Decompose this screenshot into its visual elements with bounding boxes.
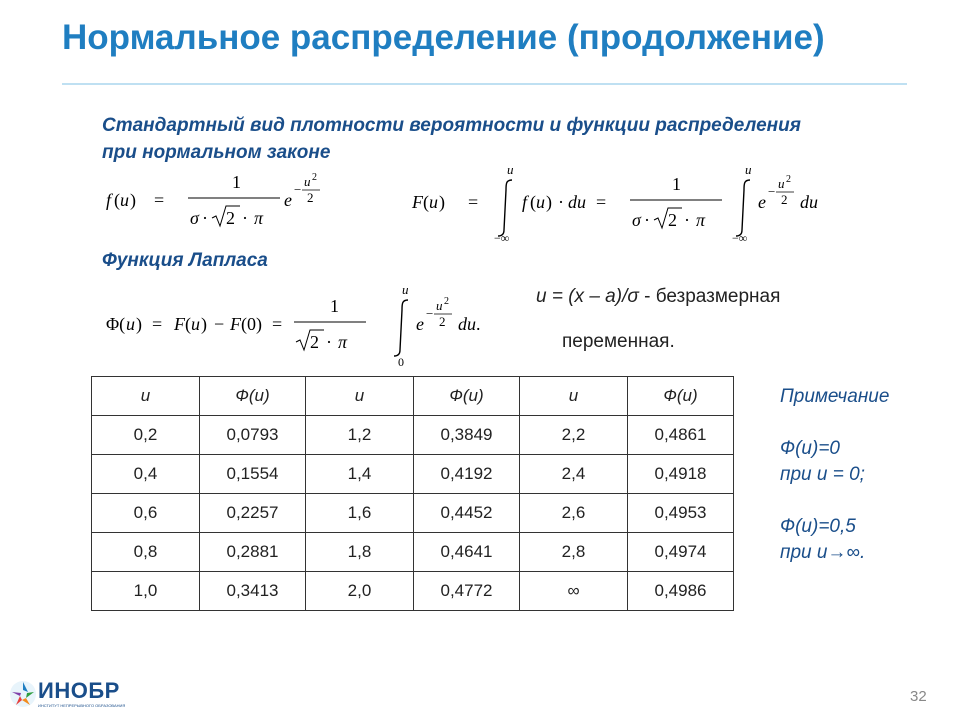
table-cell: 0,4641 <box>414 533 520 572</box>
table-header: Ф(u) <box>200 377 306 416</box>
svg-text:u: u <box>120 190 129 210</box>
svg-text:π: π <box>254 208 264 228</box>
svg-text:u: u <box>126 314 135 334</box>
svg-text:−: − <box>294 182 302 197</box>
svg-text:): ) <box>201 314 207 334</box>
svg-text:f: f <box>522 192 528 212</box>
variable-explanation-rest: - безразмерная <box>638 286 781 307</box>
table-cell: 0,1554 <box>200 455 306 494</box>
table-cell: 2,0 <box>306 572 414 611</box>
svg-text:du: du <box>458 314 476 334</box>
svg-text:): ) <box>136 314 142 334</box>
table-header-row <box>92 377 734 416</box>
logo-subtitle: ИНСТИТУТ НЕПРЕРЫВНОГО ОБРАЗОВАНИЯ <box>38 703 126 708</box>
svg-text:=: = <box>468 192 479 212</box>
cdf-formula <box>410 160 840 251</box>
svg-text:−: − <box>214 314 225 334</box>
table-row <box>92 416 734 455</box>
svg-text:π: π <box>696 210 706 230</box>
table-cell: 0,4452 <box>414 494 520 533</box>
svg-text:2: 2 <box>310 332 319 352</box>
svg-text:du: du <box>568 192 586 212</box>
table-row <box>92 455 734 494</box>
svg-text:1: 1 <box>330 296 339 316</box>
slide-title: Нормальное распределение (продолжение) <box>62 18 825 57</box>
svg-text:Φ(: Φ( <box>106 314 126 334</box>
svg-text:2: 2 <box>226 208 235 228</box>
variable-explanation-line2: переменная. <box>562 331 675 352</box>
svg-text:·: · <box>684 210 690 230</box>
note-line: Ф(u)=0,5 <box>780 516 856 537</box>
svg-text:u: u <box>778 176 785 191</box>
svg-text:(0): (0) <box>241 314 262 334</box>
svg-text:2: 2 <box>312 172 317 183</box>
table-cell: 0,2 <box>92 416 200 455</box>
variable-expression: u = (x – a)/σ <box>536 286 639 307</box>
table-header: u <box>306 377 414 416</box>
svg-text:u: u <box>536 192 545 212</box>
svg-text:2: 2 <box>668 210 677 230</box>
table-cell: 0,2881 <box>200 533 306 572</box>
table-cell: 2,2 <box>520 416 628 455</box>
svg-text:): ) <box>130 190 136 210</box>
svg-text:=: = <box>152 314 163 334</box>
svg-text:u: u <box>436 298 443 313</box>
svg-text:): ) <box>546 192 552 212</box>
table-row <box>92 533 734 572</box>
svg-text:−∞: −∞ <box>494 231 510 245</box>
logo-name: ИНОБР <box>38 678 120 703</box>
laplace-values-table <box>91 376 734 611</box>
table-cell: 2,8 <box>520 533 628 572</box>
svg-text:=: = <box>272 314 283 334</box>
svg-text:(: ( <box>530 192 536 212</box>
svg-text:f: f <box>106 190 112 210</box>
svg-text:0: 0 <box>398 355 404 368</box>
svg-text:1: 1 <box>232 172 241 192</box>
svg-text:·: · <box>644 210 650 230</box>
note-line: при u→∞. <box>780 542 866 563</box>
title-divider <box>62 83 907 85</box>
svg-text:): ) <box>439 192 445 212</box>
table-header: u <box>520 377 628 416</box>
table-cell: ∞ <box>520 572 628 611</box>
table-header: Ф(u) <box>628 377 734 416</box>
svg-text:F: F <box>230 314 241 334</box>
svg-text:2: 2 <box>307 190 314 205</box>
svg-text:u: u <box>745 162 752 177</box>
table-header: u <box>92 377 200 416</box>
table-cell: 0,4953 <box>628 494 734 533</box>
table-cell: 0,2257 <box>200 494 306 533</box>
svg-text:2: 2 <box>781 192 788 207</box>
svg-text:σ: σ <box>190 208 199 228</box>
table-cell: 2,4 <box>520 455 628 494</box>
svg-text:2: 2 <box>439 314 446 329</box>
note-box <box>780 384 889 566</box>
table-cell: 1,8 <box>306 533 414 572</box>
svg-text:F: F <box>412 192 423 212</box>
svg-text:−: − <box>426 306 434 321</box>
svg-text:π: π <box>338 332 348 352</box>
note-line: Ф(u)=0 <box>780 438 840 459</box>
svg-text:u: u <box>507 162 514 177</box>
svg-text:e: e <box>416 314 424 334</box>
note-line: при u = 0; <box>780 464 865 485</box>
table-cell: 0,6 <box>92 494 200 533</box>
svg-text:·: · <box>558 192 564 212</box>
table-cell: 0,4772 <box>414 572 520 611</box>
table-cell: 0,4974 <box>628 533 734 572</box>
table-cell: 0,4986 <box>628 572 734 611</box>
section-subtitle: Стандартный вид плотности вероятности и функции распределения при нормальном законе <box>102 115 801 163</box>
density-formula <box>104 168 344 239</box>
svg-text:·: · <box>326 332 332 352</box>
table-header: Ф(u) <box>414 377 520 416</box>
table-cell: 0,3849 <box>414 416 520 455</box>
page-number: 32 <box>910 688 927 705</box>
svg-text:2: 2 <box>786 174 791 185</box>
table-cell: 1,2 <box>306 416 414 455</box>
svg-text:σ: σ <box>632 210 641 230</box>
table-cell: 0,4192 <box>414 455 520 494</box>
table-cell: 1,4 <box>306 455 414 494</box>
svg-text:2: 2 <box>444 296 449 307</box>
svg-text:e: e <box>758 192 766 212</box>
svg-text:F: F <box>174 314 185 334</box>
svg-text:u: u <box>191 314 200 334</box>
inobr-logo-icon <box>8 678 38 714</box>
svg-text:·: · <box>242 208 248 228</box>
table-cell: 1,0 <box>92 572 200 611</box>
table-cell: 0,0793 <box>200 416 306 455</box>
table-cell: 1,6 <box>306 494 414 533</box>
table-cell: 0,8 <box>92 533 200 572</box>
svg-text:·: · <box>202 208 208 228</box>
table-row <box>92 572 734 611</box>
svg-text:−: − <box>768 184 776 199</box>
note-heading: Примечание <box>780 386 890 407</box>
variable-explanation <box>536 286 780 308</box>
svg-text:1: 1 <box>672 174 681 194</box>
table-cell: 0,4918 <box>628 455 734 494</box>
svg-text:u: u <box>429 192 438 212</box>
svg-text:u: u <box>402 282 409 297</box>
table-cell: 0,4861 <box>628 416 734 455</box>
table-row <box>92 494 734 533</box>
svg-text:(: ( <box>185 314 191 334</box>
svg-text:=: = <box>154 190 165 210</box>
table-cell: 0,4 <box>92 455 200 494</box>
svg-text:−∞: −∞ <box>732 231 748 245</box>
laplace-formula <box>104 278 504 373</box>
svg-text:=: = <box>596 192 607 212</box>
svg-text:du: du <box>800 192 818 212</box>
table-cell: 2,6 <box>520 494 628 533</box>
svg-text:(: ( <box>114 190 120 210</box>
svg-text:e: e <box>284 190 292 210</box>
laplace-heading: Функция Лапласа <box>102 250 268 271</box>
svg-text:u: u <box>304 174 311 189</box>
svg-text:.: . <box>476 314 481 334</box>
table-cell: 0,3413 <box>200 572 306 611</box>
svg-text:(: ( <box>423 192 429 212</box>
